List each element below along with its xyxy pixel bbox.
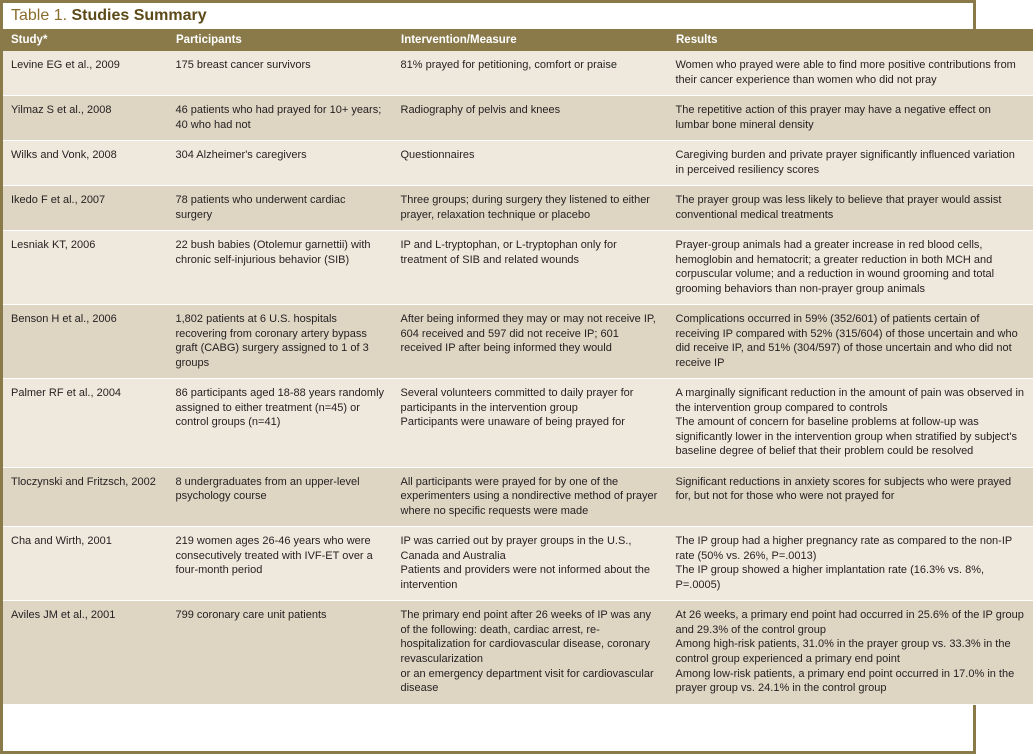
cell-results-line: The prayer group was less likely to believe that prayer would assist conventional medical treatments [675,194,1002,221]
cell-intervention [393,96,668,141]
cell-results-line: Among low-risk patients, a primary end point occurred in 17.0% in the prayer group vs. 24.1% in the control group [675,667,1015,695]
cell-results-line: The IP group had a higher pregnancy rate as compared to the non-IP rate (50% vs. 26%, P=.0013) [675,535,1013,562]
table-row [3,305,1033,379]
cell-study [3,527,168,601]
cell-results-line: A marginally significant reduction in the amount of pain was observed in the intervention group compared to controls [675,387,1025,414]
cell-participants [168,379,393,468]
cell-study [3,231,168,305]
cell-results-line: At 26 weeks, a primary end point had occurred in 25.6% of the IP group and 29.3% of the control group [675,609,1024,636]
cell-intervention [393,379,668,468]
cell-participants-line: 8 undergraduates from an upper-level psychology course [175,475,360,503]
column-header-intervention: Intervention/Measure [393,29,668,51]
cell-study-line: Wilks and Vonk, 2008 [11,149,117,162]
cell-participants-line: 304 Alzheimer's caregivers [175,149,307,162]
cell-results [668,601,1033,704]
cell-results [668,231,1033,305]
table-row [3,601,1033,704]
cell-participants [168,141,393,186]
table-row [3,231,1033,305]
cell-study-line: Benson H et al., 2006 [11,313,117,326]
table-header-row [3,29,1033,51]
cell-participants [168,231,393,305]
cell-results [668,527,1033,601]
cell-participants-line: 86 participants aged 18-88 years randomly assigned to either treatment (n=45) or control groups (n=41) [175,387,385,429]
cell-results-line: Complications occurred in 59% (352/601) of patients certain of receiving IP compared with 52% (315/604) of those uncertain and who did receive IP, and 51% (304/597) of those uncertain and who did not receive IP [675,313,1018,369]
cell-study-line: Cha and Wirth, 2001 [11,535,112,548]
cell-study [3,379,168,468]
cell-intervention-line: All participants were prayed for by one of the experimenters using a nondirective method of prayer where no specific requests were made [400,475,658,517]
cell-intervention-line: Three groups; during surgery they listened to either prayer, relaxation technique or placebo [400,194,650,221]
cell-results [668,467,1033,527]
column-header-participants: Participants [168,29,393,51]
table-row [3,527,1033,601]
cell-intervention [393,186,668,231]
cell-participants-line: 799 coronary care unit patients [175,609,327,622]
table-caption [3,3,973,29]
cell-results [668,141,1033,186]
table-row [3,51,1033,96]
cell-intervention-line: The primary end point after 26 weeks of IP was any of the following: death, cardiac arrest, re-hospitalization for cardiovascular disease, coronary revascularization [400,609,651,665]
cell-intervention-line: After being informed they may or may not receive IP, 604 received and 597 did not receive IP; 601 received IP after being informed they would [400,313,656,355]
cell-study [3,467,168,527]
cell-participants [168,186,393,231]
table-row [3,186,1033,231]
cell-study-line: Levine EG et al., 2009 [11,59,120,71]
caption-number: Table 1. [11,7,68,24]
cell-results [668,305,1033,379]
cell-study-line: Yilmaz S et al., 2008 [11,104,112,117]
cell-results-line: The IP group showed a higher implantation rate (16.3% vs. 8%, P=.0005) [675,564,985,591]
cell-study-line: Ikedo F et al., 2007 [11,194,106,207]
cell-study-line: Palmer RF et al., 2004 [11,387,122,400]
cell-participants-line: 46 patients who had prayed for 10+ years; 40 who had not [175,104,382,131]
cell-intervention-line: Patients and providers were not informed about the intervention [400,564,650,591]
cell-participants [168,527,393,601]
cell-intervention-line: Radiography of pelvis and knees [400,104,561,117]
cell-study [3,51,168,96]
caption-title: Studies Summary [71,7,207,24]
cell-intervention-line: 81% prayed for petitioning, comfort or praise [400,59,617,71]
cell-participants-line: 78 patients who underwent cardiac surgery [175,194,346,221]
cell-results-line: Prayer-group animals had a greater increase in red blood cells, hemoglobin and hematocrit; a greater reduction in both MCH and corpuscular volume; and a reduction in wound grooming and total grooming behaviors than non-prayer group animals [675,239,995,295]
cell-study-line: Lesniak KT, 2006 [11,239,96,252]
cell-results-line: The amount of concern for baseline problems at follow-up was significantly lower in the intervention group when stratified by subject's baseline degree of belief that their problem could be resolved [675,416,1017,458]
cell-participants-line: 175 breast cancer survivors [175,59,311,71]
cell-intervention [393,305,668,379]
cell-study [3,141,168,186]
cell-participants [168,96,393,141]
column-header-study: Study* [3,29,168,51]
cell-study [3,601,168,704]
table-row [3,379,1033,468]
cell-study [3,186,168,231]
cell-study-line: Aviles JM et al., 2001 [11,609,116,622]
table-row [3,141,1033,186]
cell-participants-line: 219 women ages 26-46 years who were consecutively treated with IVF-ET over a four-month period [175,535,373,577]
cell-intervention-line: Several volunteers committed to daily prayer for participants in the intervention group [400,387,634,414]
cell-study-line: Tloczynski and Fritzsch, 2002 [11,475,156,488]
cell-participants [168,467,393,527]
cell-intervention [393,231,668,305]
cell-intervention [393,141,668,186]
studies-summary-table [3,29,1033,705]
cell-intervention [393,467,668,527]
table-row [3,96,1033,141]
cell-intervention [393,601,668,704]
cell-intervention [393,527,668,601]
cell-results [668,51,1033,96]
cell-intervention-line: IP and L-tryptophan, or L-tryptophan only for treatment of SIB and related wounds [400,239,617,266]
cell-intervention-line: Questionnaires [400,149,475,162]
cell-intervention-line: IP was carried out by prayer groups in the U.S., Canada and Australia [400,535,632,562]
cell-participants-line: 1,802 patients at 6 U.S. hospitals recovering from coronary artery bypass graft (CABG) surgery assigned to 1 of 3 groups [175,313,369,369]
cell-results-line: Significant reductions in anxiety scores for subjects who were prayed for, but not for those who were not prayed for [675,475,1012,503]
cell-participants [168,305,393,379]
table-row [3,467,1033,527]
cell-study [3,305,168,379]
column-header-results: Results [668,29,1033,51]
cell-participants [168,601,393,704]
cell-results-line: Caregiving burden and private prayer significantly influenced variation in perceived resiliency scores [675,149,1015,176]
cell-results [668,96,1033,141]
cell-participants [168,51,393,96]
cell-intervention [393,51,668,96]
table-body [3,51,1033,704]
cell-results-line: Women who prayed were able to find more positive contributions from their cancer experience than women who did not pray [675,59,1016,86]
cell-intervention-line: or an emergency department visit for cardiovascular disease [400,667,654,695]
cell-study [3,96,168,141]
cell-intervention-line: Participants were unaware of being prayed for [400,416,625,429]
cell-results-line: The repetitive action of this prayer may have a negative effect on lumbar bone mineral density [675,104,991,131]
cell-results-line: Among high-risk patients, 31.0% in the prayer group vs. 33.3% in the control group experienced a primary end point [675,638,1011,665]
cell-results [668,379,1033,468]
cell-participants-line: 22 bush babies (Otolemur garnettii) with chronic self-injurious behavior (SIB) [175,239,371,266]
table-header [3,29,1033,51]
cell-results [668,186,1033,231]
